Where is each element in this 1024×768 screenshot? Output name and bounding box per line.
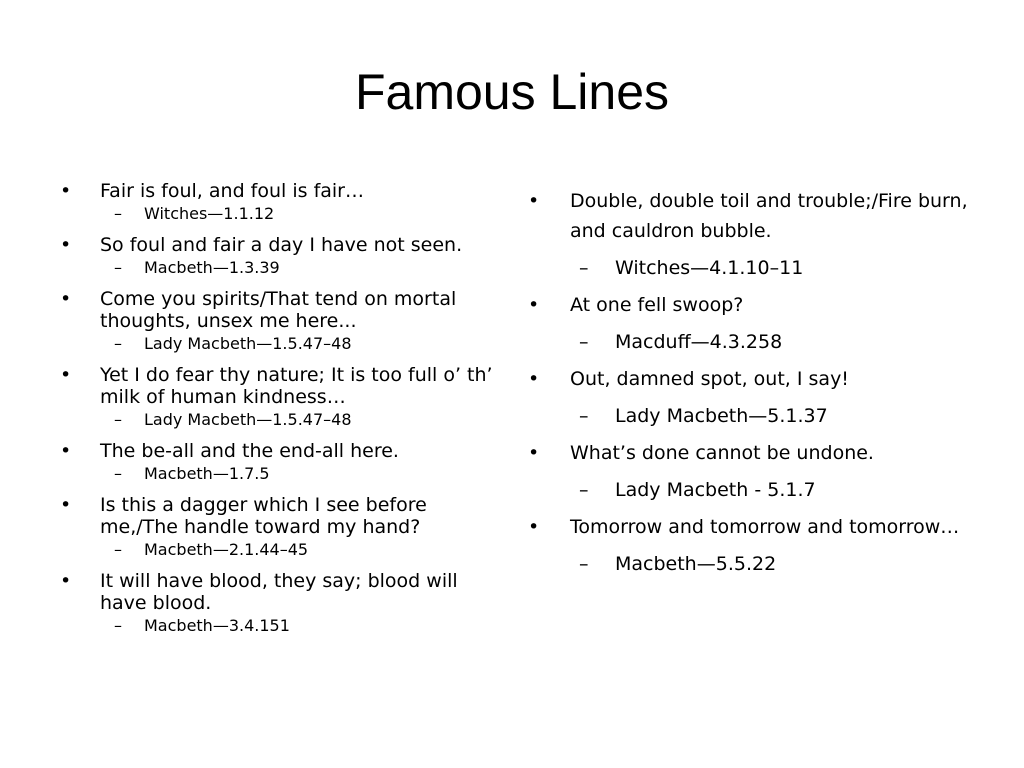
quote-source <box>60 540 500 560</box>
quote-bullet <box>528 512 978 542</box>
quote-bullet <box>528 364 978 394</box>
quote-source <box>528 253 978 283</box>
dash-marker: – <box>114 540 122 559</box>
quote-source <box>60 334 500 354</box>
quote-text: Is this a dagger which I see before me,/The handle toward my hand? <box>100 494 427 538</box>
dash-marker: – <box>114 410 122 429</box>
left-quote-list <box>60 180 500 636</box>
right-quote-column <box>528 186 978 586</box>
dash-marker: – <box>114 464 122 483</box>
quote-source <box>528 327 978 357</box>
quote-text: Out, damned spot, out, I say! <box>570 368 849 390</box>
dash-marker: – <box>579 479 589 501</box>
quote-source <box>60 616 500 636</box>
left-quote-column <box>60 180 500 646</box>
source-text: Lady Macbeth - 5.1.7 <box>615 479 816 501</box>
quote-text: Come you spirits/That tend on mortal thoughts, unsex me here... <box>100 288 457 332</box>
source-text: Witches—4.1.10–11 <box>615 257 804 279</box>
source-text: Lady Macbeth—1.5.47–48 <box>144 410 352 429</box>
quote-source <box>60 464 500 484</box>
source-text: Witches—1.1.12 <box>144 204 275 223</box>
bullet-marker: • <box>528 368 540 390</box>
bullet-marker: • <box>60 364 72 386</box>
quote-text: So foul and fair a day I have not seen. <box>100 234 463 256</box>
quote-bullet <box>60 364 500 408</box>
quote-bullet <box>60 180 500 202</box>
dash-marker: – <box>579 405 589 427</box>
quote-text: What’s done cannot be undone. <box>570 442 874 464</box>
bullet-marker: • <box>528 516 540 538</box>
dash-marker: – <box>114 334 122 353</box>
quote-source <box>60 204 500 224</box>
slide-title: Famous Lines <box>354 64 670 120</box>
quote-text: It will have blood, they say; blood will have blood. <box>100 570 458 614</box>
quote-text: Fair is foul, and foul is fair… <box>100 180 364 202</box>
quote-source <box>60 258 500 278</box>
source-text: Macduff—4.3.258 <box>615 331 783 353</box>
source-text: Macbeth—2.1.44–45 <box>144 540 309 559</box>
quote-bullet <box>60 234 500 256</box>
dash-marker: – <box>114 204 122 223</box>
quote-source <box>60 410 500 430</box>
quote-text: At one fell swoop? <box>570 294 744 316</box>
quote-bullet <box>60 288 500 332</box>
quote-text: Double, double toil and trouble;/Fire burn, and cauldron bubble. <box>570 190 968 242</box>
bullet-marker: • <box>60 234 72 256</box>
dash-marker: – <box>114 616 122 635</box>
quote-bullet <box>528 186 978 246</box>
source-text: Lady Macbeth—5.1.37 <box>615 405 828 427</box>
dash-marker: – <box>114 258 122 277</box>
source-text: Macbeth—1.7.5 <box>144 464 270 483</box>
dash-marker: – <box>579 257 589 279</box>
quote-bullet <box>528 290 978 320</box>
bullet-marker: • <box>60 288 72 310</box>
source-text: Macbeth—3.4.151 <box>144 616 290 635</box>
source-text: Macbeth—5.5.22 <box>615 553 777 575</box>
bullet-marker: • <box>528 294 540 316</box>
dash-marker: – <box>579 553 589 575</box>
quote-bullet <box>60 494 500 538</box>
quote-text: The be-all and the end-all here. <box>100 440 399 462</box>
bullet-marker: • <box>60 494 72 516</box>
bullet-marker: • <box>528 190 540 212</box>
quote-source <box>528 401 978 431</box>
quote-bullet <box>60 570 500 614</box>
bullet-marker: • <box>60 570 72 592</box>
bullet-marker: • <box>60 180 72 202</box>
quote-bullet <box>60 440 500 462</box>
bullet-marker: • <box>528 442 540 464</box>
source-text: Lady Macbeth—1.5.47–48 <box>144 334 352 353</box>
bullet-marker: • <box>60 440 72 462</box>
quote-text: Tomorrow and tomorrow and tomorrow… <box>570 516 960 538</box>
dash-marker: – <box>579 331 589 353</box>
right-quote-list <box>528 186 978 579</box>
source-text: Macbeth—1.3.39 <box>144 258 280 277</box>
quote-bullet <box>528 438 978 468</box>
quote-source <box>528 475 978 505</box>
quote-text: Yet I do fear thy nature; It is too full o’ th’ milk of human kindness… <box>100 364 493 408</box>
quote-source <box>528 549 978 579</box>
